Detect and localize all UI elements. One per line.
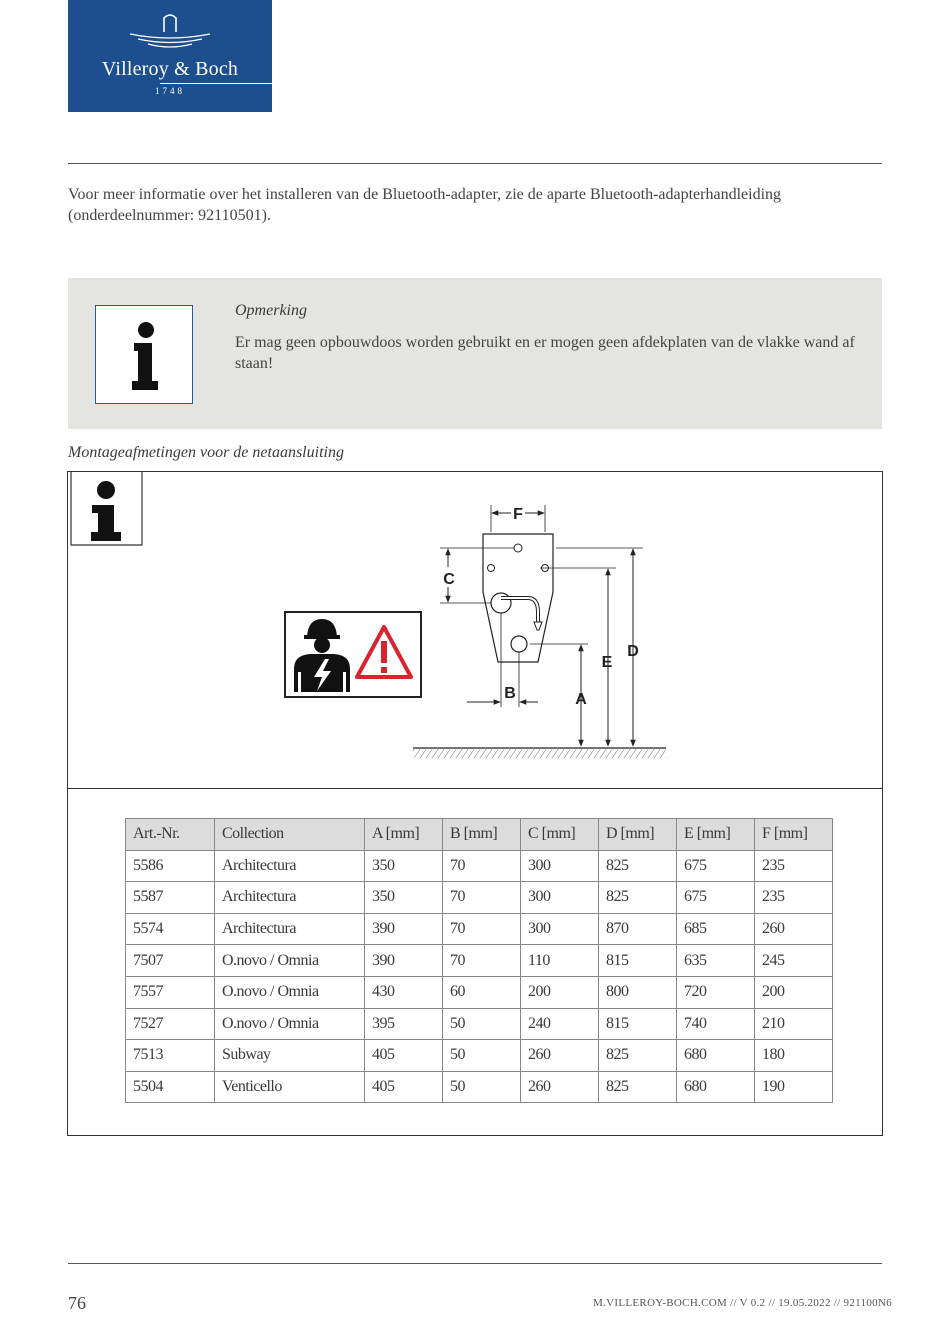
column-header: Art.-Nr. (126, 819, 215, 851)
table-cell: 740 (677, 1008, 755, 1040)
table-cell: 50 (443, 1008, 521, 1040)
section-caption: Montageafmetingen voor de netaansluiting (68, 444, 344, 461)
table-cell: 350 (365, 850, 443, 882)
table-cell: 70 (443, 945, 521, 977)
page-number: 76 (68, 1293, 86, 1313)
table-cell: 395 (365, 1008, 443, 1040)
table-cell: O.novo / Omnia (215, 945, 365, 977)
table-cell: 430 (365, 976, 443, 1008)
table-cell: 200 (755, 976, 833, 1008)
table-header-row (126, 819, 833, 851)
floor-hatch (413, 748, 666, 758)
table-cell: 390 (365, 913, 443, 945)
table-cell: 680 (677, 1071, 755, 1103)
dimension-label-a: A (575, 691, 587, 708)
info-icon (71, 472, 142, 545)
table-cell: 5587 (126, 882, 215, 914)
electrician-warning-box (285, 612, 421, 697)
table-cell: 260 (755, 913, 833, 945)
table-cell: 70 (443, 913, 521, 945)
table-row (126, 850, 833, 882)
column-header: B [mm] (443, 819, 521, 851)
table-cell: 70 (443, 850, 521, 882)
column-header: Collection (215, 819, 365, 851)
table-cell: Subway (215, 1040, 365, 1072)
table-cell: Architectura (215, 882, 365, 914)
footer-rule (68, 1263, 882, 1264)
table-row (126, 945, 833, 977)
bathtub-icon (68, 10, 272, 52)
table-cell: 815 (599, 1008, 677, 1040)
column-header: E [mm] (677, 819, 755, 851)
table-cell: O.novo / Omnia (215, 1008, 365, 1040)
table-cell: 50 (443, 1040, 521, 1072)
info-icon (96, 306, 192, 403)
dimension-label-d: D (627, 643, 639, 660)
table-cell: 260 (521, 1071, 599, 1103)
table-cell: 7513 (126, 1040, 215, 1072)
table-row (126, 976, 833, 1008)
table-cell: 815 (599, 945, 677, 977)
table-cell: 405 (365, 1040, 443, 1072)
brand-name: Villeroy & Boch (101, 58, 239, 80)
note-icon-frame (95, 305, 193, 404)
table-cell: 685 (677, 913, 755, 945)
dimension-label-e: E (601, 654, 613, 671)
note-box (68, 278, 882, 429)
table-cell: 635 (677, 945, 755, 977)
mounting-dimensions-frame (67, 471, 883, 1136)
table-cell: 825 (599, 1040, 677, 1072)
table-row (126, 1008, 833, 1040)
table-cell: 825 (599, 1071, 677, 1103)
table-cell: 350 (365, 882, 443, 914)
dimensions-table (125, 818, 833, 1103)
note-title: Opmerking (235, 302, 307, 319)
table-cell: Architectura (215, 850, 365, 882)
column-header: C [mm] (521, 819, 599, 851)
table-cell: 300 (521, 850, 599, 882)
table-cell: 190 (755, 1071, 833, 1103)
table-cell: 675 (677, 882, 755, 914)
table-cell: 235 (755, 850, 833, 882)
column-header: A [mm] (365, 819, 443, 851)
brand-logo (68, 0, 272, 112)
table-cell: 5504 (126, 1071, 215, 1103)
dimension-label-f: F (513, 506, 523, 523)
table-cell: 300 (521, 913, 599, 945)
table-cell: 260 (521, 1040, 599, 1072)
dimension-label-b: B (504, 685, 516, 702)
table-cell: 5574 (126, 913, 215, 945)
mounting-diagram (68, 472, 882, 788)
frame-divider (68, 788, 882, 789)
table-cell: 200 (521, 976, 599, 1008)
table-cell: 300 (521, 882, 599, 914)
table-cell: 7527 (126, 1008, 215, 1040)
dimension-label-c: C (443, 571, 455, 588)
table-cell: 110 (521, 945, 599, 977)
table-row (126, 1040, 833, 1072)
table-cell: 390 (365, 945, 443, 977)
table-row (126, 913, 833, 945)
header-rule (68, 163, 882, 164)
table-cell: 675 (677, 850, 755, 882)
intro-paragraph: Voor meer informatie over het installeren van de Bluetooth-adapter, zie de aparte Bluetooth-adapterhandleiding (onderdeelnummer: 92110501). (68, 186, 782, 224)
table-cell: 235 (755, 882, 833, 914)
brand-year: 1748 (155, 86, 185, 96)
table-cell: 245 (755, 945, 833, 977)
table-cell: 870 (599, 913, 677, 945)
table-cell: 240 (521, 1008, 599, 1040)
footer-reference: M.VILLEROY-BOCH.COM // V 0.2 // 19.05.2022 // 921100N6 (593, 1297, 892, 1309)
table-cell: 720 (677, 976, 755, 1008)
table-cell: Architectura (215, 913, 365, 945)
column-header: F [mm] (755, 819, 833, 851)
table-row (126, 1071, 833, 1103)
table-cell: 210 (755, 1008, 833, 1040)
mounting-plate (483, 534, 553, 662)
table-cell: 680 (677, 1040, 755, 1072)
table-cell: 825 (599, 882, 677, 914)
table-cell: 60 (443, 976, 521, 1008)
table-cell: 50 (443, 1071, 521, 1103)
table-cell: 825 (599, 850, 677, 882)
table-cell: Venticello (215, 1071, 365, 1103)
table-cell: 180 (755, 1040, 833, 1072)
table-cell: 405 (365, 1071, 443, 1103)
table-cell: 800 (599, 976, 677, 1008)
table-cell: 7507 (126, 945, 215, 977)
brand-underline (160, 83, 316, 84)
table-cell: 70 (443, 882, 521, 914)
table-row (126, 882, 833, 914)
table-cell: 5586 (126, 850, 215, 882)
table-cell: 7557 (126, 976, 215, 1008)
table-cell: O.novo / Omnia (215, 976, 365, 1008)
note-text: Er mag geen opbouwdoos worden gebruikt en er mogen geen afdekplaten van de vlakke wand af staan! (235, 334, 855, 372)
column-header: D [mm] (599, 819, 677, 851)
